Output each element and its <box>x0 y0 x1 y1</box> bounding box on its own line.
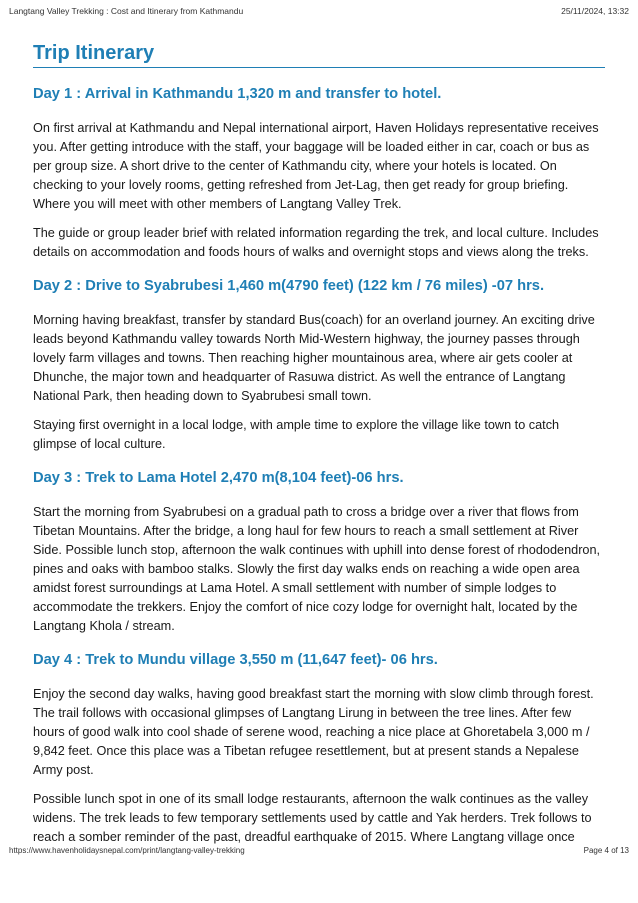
day-3-heading: Day 3 : Trek to Lama Hotel 2,470 m(8,104 feet)-06 hrs. <box>33 470 404 486</box>
day-4-heading: Day 4 : Trek to Mundu village 3,550 m (11,647 feet)- 06 hrs. <box>33 652 438 668</box>
section-title: Trip Itinerary <box>33 42 605 68</box>
day-2-paragraph-1: Morning having breakfast, transfer by standard Bus(coach) for an overland journey. An exciting drive leads beyond Kathmandu valley towards North Mid-Western highway, the journey passes through lovely farm villages and towns. Then reaching higher mountainous area, where air gets cooler at Dhunche, the major town and headquarter of Rasuwa district. As well the entrance of Langtang National Park, then heading down to Syabrubesi small town. <box>33 313 595 403</box>
page-url: https://www.havenholidaysnepal.com/print/langtang-valley-trekking <box>9 846 245 855</box>
day-1-paragraph-1: On first arrival at Kathmandu and Nepal international airport, Haven Holidays representative receives you. After getting introduce with the staff, your baggage will be loaded either in car, coach or bus as per group size. A short drive to the center of Kathmandu city, where your hotels is located. On checking to your lovely rooms, getting refreshed from Jet-Lag, then get ready for group briefing. Where you will meet with other members of Langtang Valley Trek. <box>33 121 599 211</box>
day-4-paragraph-2: Possible lunch spot in one of its small lodge restaurants, afternoon the walk continues as the valley widens. The trek leads to few temporary settlements used by cattle and Yak herders. Trek follows to reach a somber reminder of the past, dreadful earthquake of 2015. Where Langtang village once <box>33 792 592 844</box>
day-2-heading: Day 2 : Drive to Syabrubesi 1,460 m(4790 feet) (122 km / 76 miles) -07 hrs. <box>33 278 545 294</box>
day-3-paragraph-1: Start the morning from Syabrubesi on a gradual path to cross a bridge over a river that flows from Tibetan Mountains. After the bridge, a long haul for few hours to reach a small settlement at River Side. Possible lunch stop, afternoon the walk continues with uphill into dense forest of rhododendron, pines and oaks with bamboo stalks. Slowly the first day walks ends on reaching a wide open area amidst forest surroundings at Lama Hotel. A small settlement with number of simple lodges to accommodate the trekkers. Enjoy the comfort of nice cozy lodge for overnight halt, located by the Langtang Khola / stream. <box>33 505 601 633</box>
day-4-paragraph-1: Enjoy the second day walks, having good breakfast start the morning with slow climb through forest. The trail follows with occasional glimpses of Langtang Lirung in between the tree lines. After few hours of good walk into cool shade of serene wood, reaching a nice place at Ghoretabela 3,000 m / 9,842 feet. Once this place was a Tibetan refugee resettlement, but at present stands a Nepalese Army post. <box>33 687 594 777</box>
day-1-paragraph-2: The guide or group leader brief with related information regarding the trek, and local culture. Includes details on accommodation and foods hours of walks and overnight stops and views along the treks. <box>33 226 599 259</box>
print-datetime: 25/11/2024, 13:32 <box>561 6 629 16</box>
day-2-paragraph-2: Staying first overnight in a local lodge, with ample time to explore the village like town to catch glimpse of local culture. <box>33 418 560 451</box>
day-1-heading: Day 1 : Arrival in Kathmandu 1,320 m and transfer to hotel. <box>33 86 442 102</box>
print-header <box>9 6 629 16</box>
print-title: Langtang Valley Trekking : Cost and Itinerary from Kathmandu <box>9 6 244 16</box>
page-number: Page 4 of 13 <box>583 846 629 855</box>
print-footer <box>9 846 629 855</box>
itinerary-content <box>33 42 605 847</box>
